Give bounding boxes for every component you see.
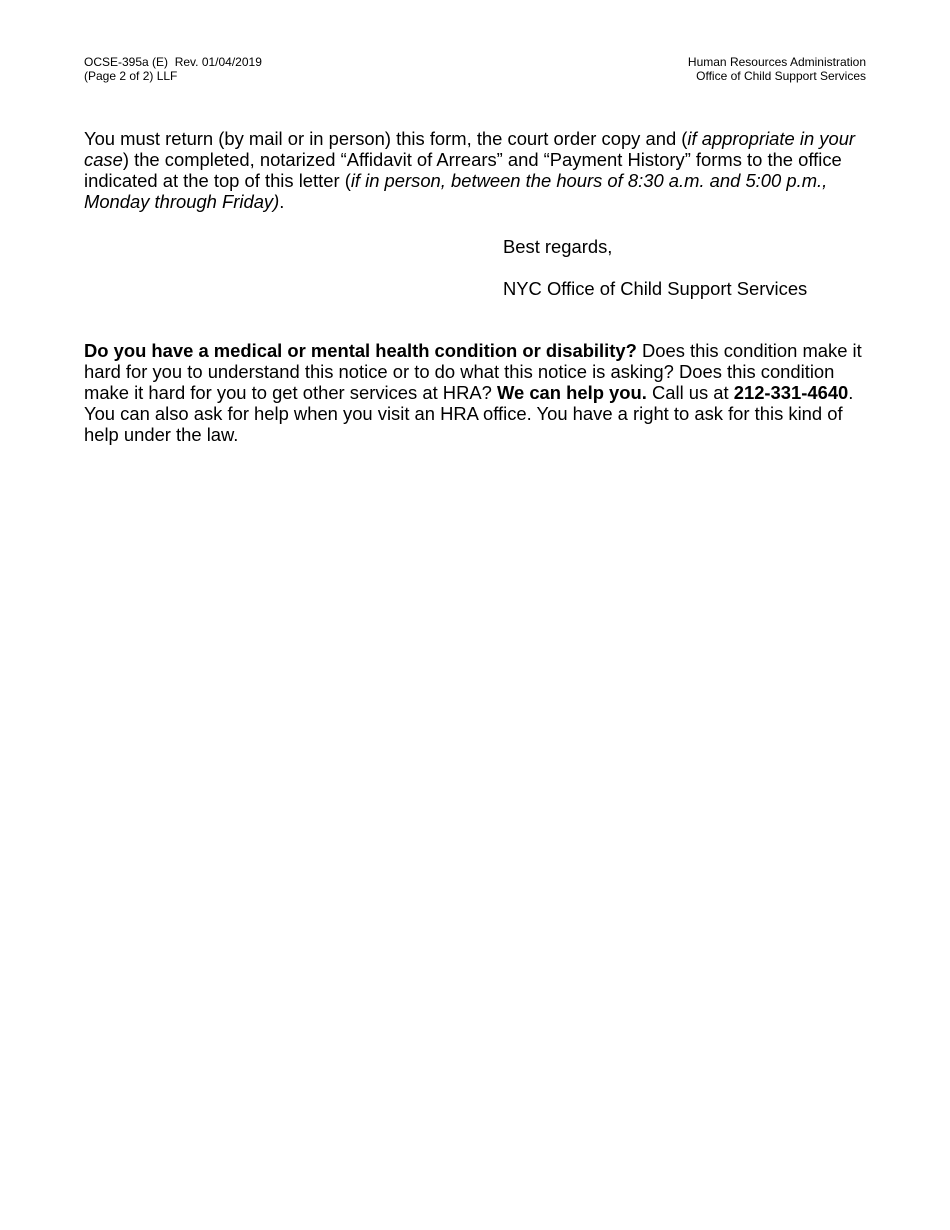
return-instructions-paragraph [84,128,866,212]
form-header-right [688,55,866,83]
office-name: Office of Child Support Services [696,69,866,83]
agency-name: Human Resources Administration [687,55,866,69]
disability-text-1: Does this condition make it hard for you to understand this notice or to do what this notice is asking? Does this condition make it hard for you to get other services at HRA? [84,340,862,403]
return-text-2: ) the completed, notarized “Affidavit of Arrears” and “Payment History” forms to the office indicated at the top of this letter ( [84,149,842,191]
help-phone-number: 212-331-4640 [733,382,849,403]
page-info: (Page 2 of 2) LLF [84,69,178,83]
disability-text-2: Call us at [646,382,734,403]
closing-regards: Best regards, [503,236,613,257]
disability-assistance-paragraph [84,340,866,445]
disability-text-3: . You can also ask for help when you visit an HRA office. You have a right to ask for this kind of help under the law. [84,382,854,445]
return-text-conditional: if appropriate in your case [84,128,856,170]
form-header-left [84,55,262,83]
disability-question: Do you have a medical or mental health condition or disability? [84,340,637,361]
form-id: OCSE-395a (E) Rev. 01/04/2019 [84,55,262,69]
return-text-end: . [279,191,285,212]
return-text-1: You must return (by mail or in person) this form, the court order copy and ( [84,128,688,149]
closing-signature: NYC Office of Child Support Services [503,278,808,299]
return-text-hours: if in person, between the hours of 8:30 a.m. and 5:00 p.m., Monday through Friday) [84,170,828,212]
help-offer: We can help you. [496,382,647,403]
